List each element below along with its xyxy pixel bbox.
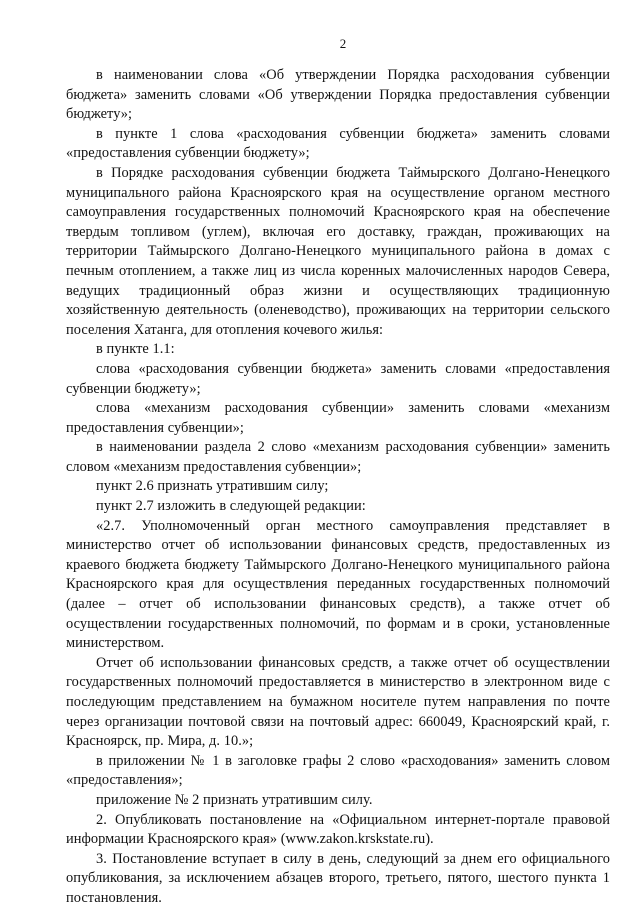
- paragraph-appendix-1: в приложении № 1 в заголовке графы 2 слово «расходования» заменить словом «предоставления»;: [66, 752, 610, 789]
- paragraph-entry-into-force: 3. Постановление вступает в силу в день, следующий за днем его официального опубликования, за исключением абзацев второго, третьего, пятого, шестого пункта 1 постановления.: [66, 850, 610, 906]
- paragraph-appendix-2: приложение № 2 признать утратившим силу.: [96, 791, 373, 808]
- paragraph-report-submission: Отчет об использовании финансовых средств, а также отчет об осуществлении государственных полномочий предоставляется в министерство в электронном виде с последующим представлением на бумажном носителе путем направления по почте через организации почтовой связи на почтовый адрес: 660049, Красноярский край, г. Красноярск, пр. Мира, д. 10.»;: [66, 654, 610, 750]
- paragraph-point-2-7-text: «2.7. Уполномоченный орган местного самоуправления представляет в министерство отчет об использовании финансовых средств, предоставленных из краевого бюджета бюджету Таймырского Долгано-Ненецкого муниципального района Красноярского края для осуществления переданных государственных полномочий (далее – отчет об использовании финансовых средств), а также отчет об осуществлении государственных полномочий, по формам и в сроки, установленные министерством.: [66, 517, 610, 652]
- paragraph-point-2-7: пункт 2.7 изложить в следующей редакции:: [96, 498, 366, 515]
- paragraph-words-replace-2: слова «механизм расходования субвенции» заменить словами «механизм предоставления субвенции»;: [66, 400, 610, 436]
- paragraph-point-1-amendment: в пункте 1 слова «расходования субвенции бюджета» заменить словами «предоставления субвенции бюджету»;: [66, 125, 610, 162]
- paragraph-title-amendment: в наименовании слова «Об утверждении Порядка расходования субвенции бюджета» заменить словами «Об утверждении Порядка предоставления субвенции бюджету»;: [66, 67, 610, 123]
- paragraph-publish: 2. Опубликовать постановление на «Официальном интернет-портале правовой информации Красноярского края» (www.zakon.krskstate.ru).: [66, 811, 610, 848]
- paragraph-procedure-intro: в Порядке расходования субвенции бюджета Таймырского Долгано-Ненецкого муниципального района Красноярского края на осуществление органом местного самоуправления государственных полномочий Красноярского края на обеспечение твердым топливом (углем), включая его доставку, граждан, проживающих на территории Таймырского Долгано-Ненецкого муниципального района в домах с печным отоплением, а также лиц из числа коренных малочисленных народов Севера, ведущих традиционный образ жизни и осуществляющих традиционную хозяйственную деятельность (оленеводство), проживающих на территории сельского поселения Хатанга, для отопления кочевого жилья:: [66, 164, 610, 338]
- paragraph-section-2-title: в наименовании раздела 2 слово «механизм расходования субвенции» заменить словом «механизм предоставления субвенции»;: [66, 439, 610, 475]
- paragraph-words-replace-1: слова «расходования субвенции бюджета» заменить словами «предоставления субвенции бюджету»;: [66, 360, 610, 397]
- page-number: 2: [339, 36, 347, 51]
- paragraph-point-1-1: в пункте 1.1:: [96, 341, 175, 358]
- paragraph-point-2-6: пункт 2.6 признать утратившим силу;: [96, 478, 329, 495]
